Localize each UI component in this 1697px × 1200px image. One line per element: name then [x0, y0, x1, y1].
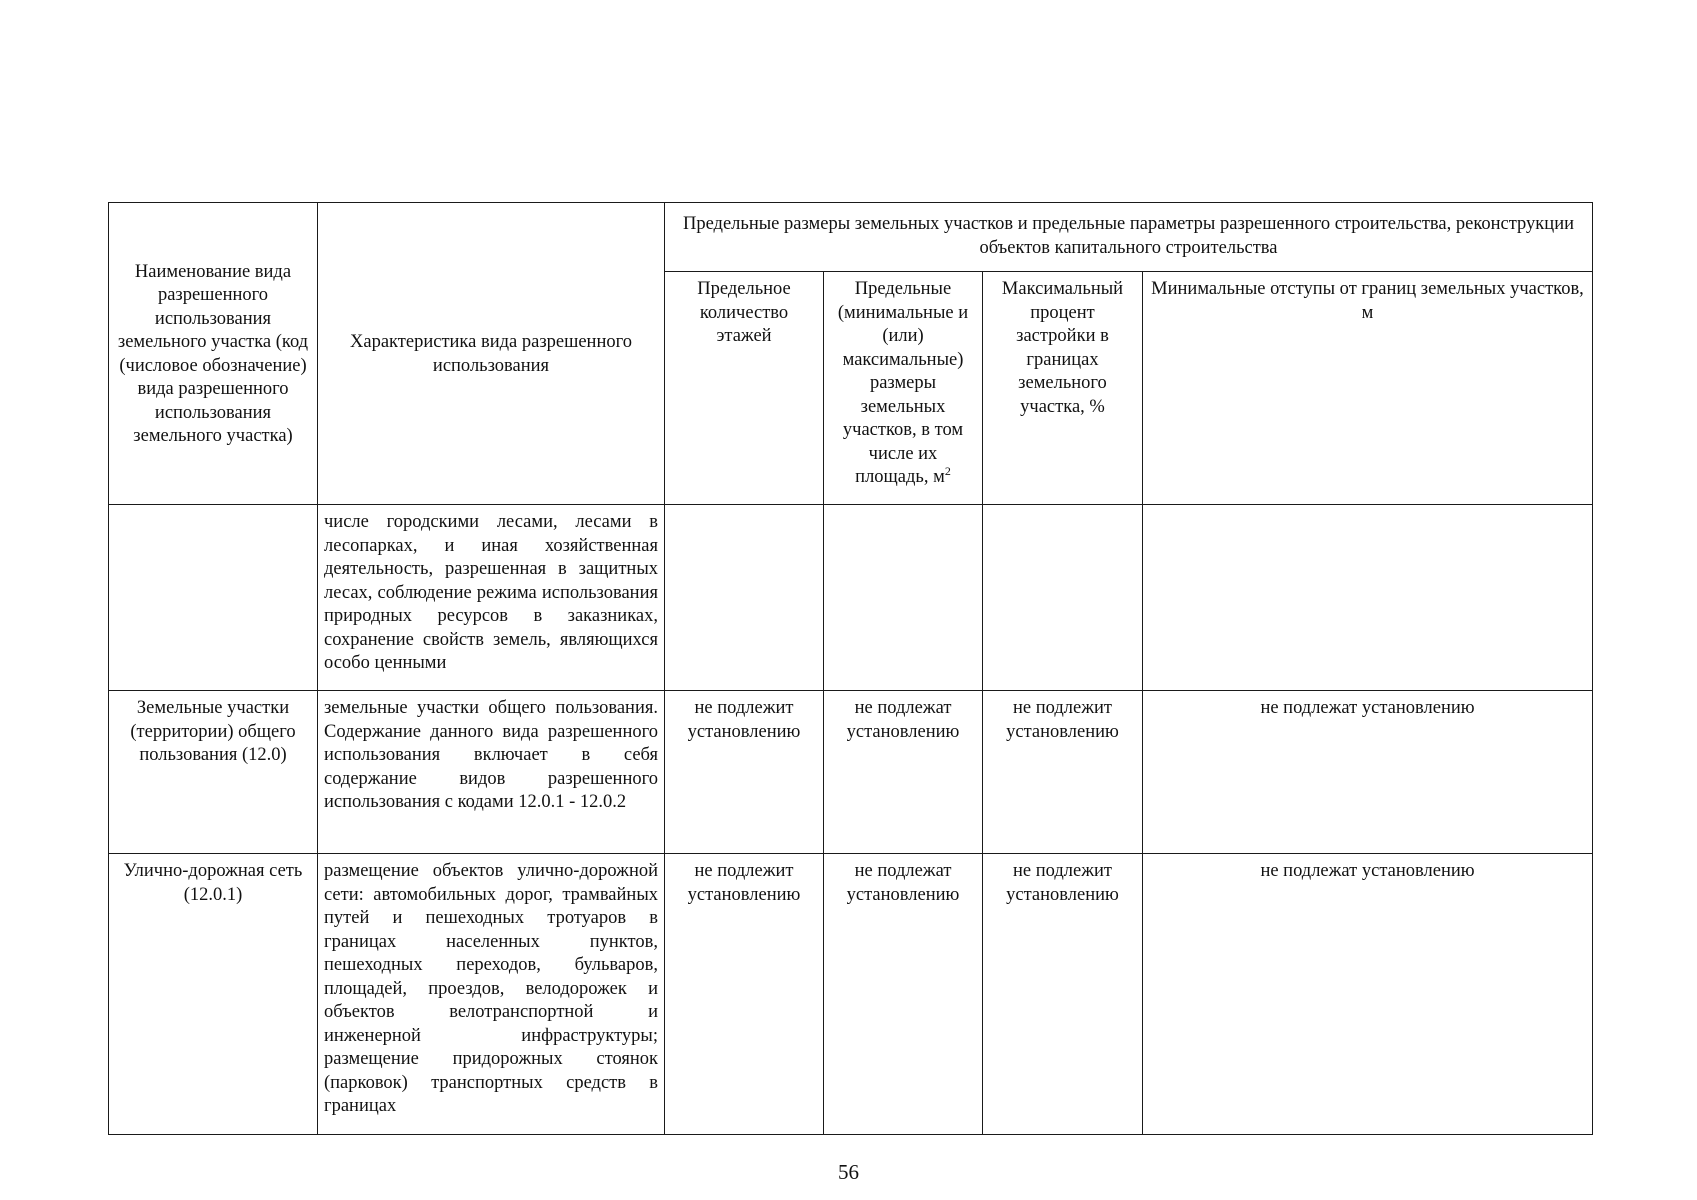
row-setbacks: не подлежат установлению	[1143, 691, 1593, 854]
land-use-regulations-table	[108, 202, 1593, 1135]
row-use-characteristic: числе городскими лесами, лесами в лесопарках, и иная хозяйственная деятельность, разрешенная в защитных лесах, соблюдение режима использования природных ресурсов в заказниках, сохранение свойств земель, являющихся особо ценными	[318, 505, 665, 691]
row-plot-sizes: не подлежат установлению	[824, 691, 983, 854]
header-floors: Предельное количество этажей	[665, 272, 824, 505]
header-use-characteristic: Характеристика вида разрешенного использования	[318, 203, 665, 505]
table-row	[109, 505, 1593, 691]
row-floors: не подлежит установлению	[665, 691, 824, 854]
header-plot-sizes-sup: 2	[944, 463, 951, 478]
header-setbacks: Минимальные отступы от границ земельных участков, м	[1143, 272, 1593, 505]
row-floors: не подлежит установлению	[665, 854, 824, 1135]
header-use-name: Наименование вида разрешенного использования земельного участка (код (числовое обозначение) вида разрешенного использования земельного участка)	[109, 203, 318, 505]
page-number: 56	[838, 1160, 859, 1184]
row-use-name: Улично-дорожная сеть (12.0.1)	[109, 854, 318, 1135]
header-build-percent: Максимальный процент застройки в границах земельного участка, %	[983, 272, 1143, 505]
header-limits-group: Предельные размеры земельных участков и предельные параметры разрешенного строительства, реконструкции объектов капитального строительства	[665, 203, 1593, 272]
row-plot-sizes: не подлежат установлению	[824, 854, 983, 1135]
row-plot-sizes	[824, 505, 983, 691]
row-use-name	[109, 505, 318, 691]
row-setbacks	[1143, 505, 1593, 691]
row-setbacks: не подлежат установлению	[1143, 854, 1593, 1135]
row-build-percent	[983, 505, 1143, 691]
header-row-top	[109, 203, 1593, 272]
header-plot-sizes	[824, 272, 983, 505]
table-row	[109, 854, 1593, 1135]
row-use-name: Земельные участки (территории) общего пользования (12.0)	[109, 691, 318, 854]
row-use-characteristic: размещение объектов улично-дорожной сети: автомобильных дорог, трамвайных путей и пешеходных тротуаров в границах населенных пунктов, пешеходных переходов, бульваров, площадей, проездов, велодорожек и объектов велотранспортной и инженерной инфраструктуры; размещение придорожных стоянок (парковок) транспортных средств в границах	[318, 854, 665, 1135]
row-build-percent: не подлежит установлению	[983, 854, 1143, 1135]
table-row	[109, 691, 1593, 854]
header-plot-sizes-text: Предельные (минимальные и (или) максимальные) размеры земельных участков, в том числе их площадь, м	[837, 279, 969, 487]
row-floors	[665, 505, 824, 691]
row-use-characteristic: земельные участки общего пользования. Содержание данного вида разрешенного использования включает в себя содержание видов разрешенного использования с кодами 12.0.1 - 12.0.2	[318, 691, 665, 854]
row-build-percent: не подлежит установлению	[983, 691, 1143, 854]
